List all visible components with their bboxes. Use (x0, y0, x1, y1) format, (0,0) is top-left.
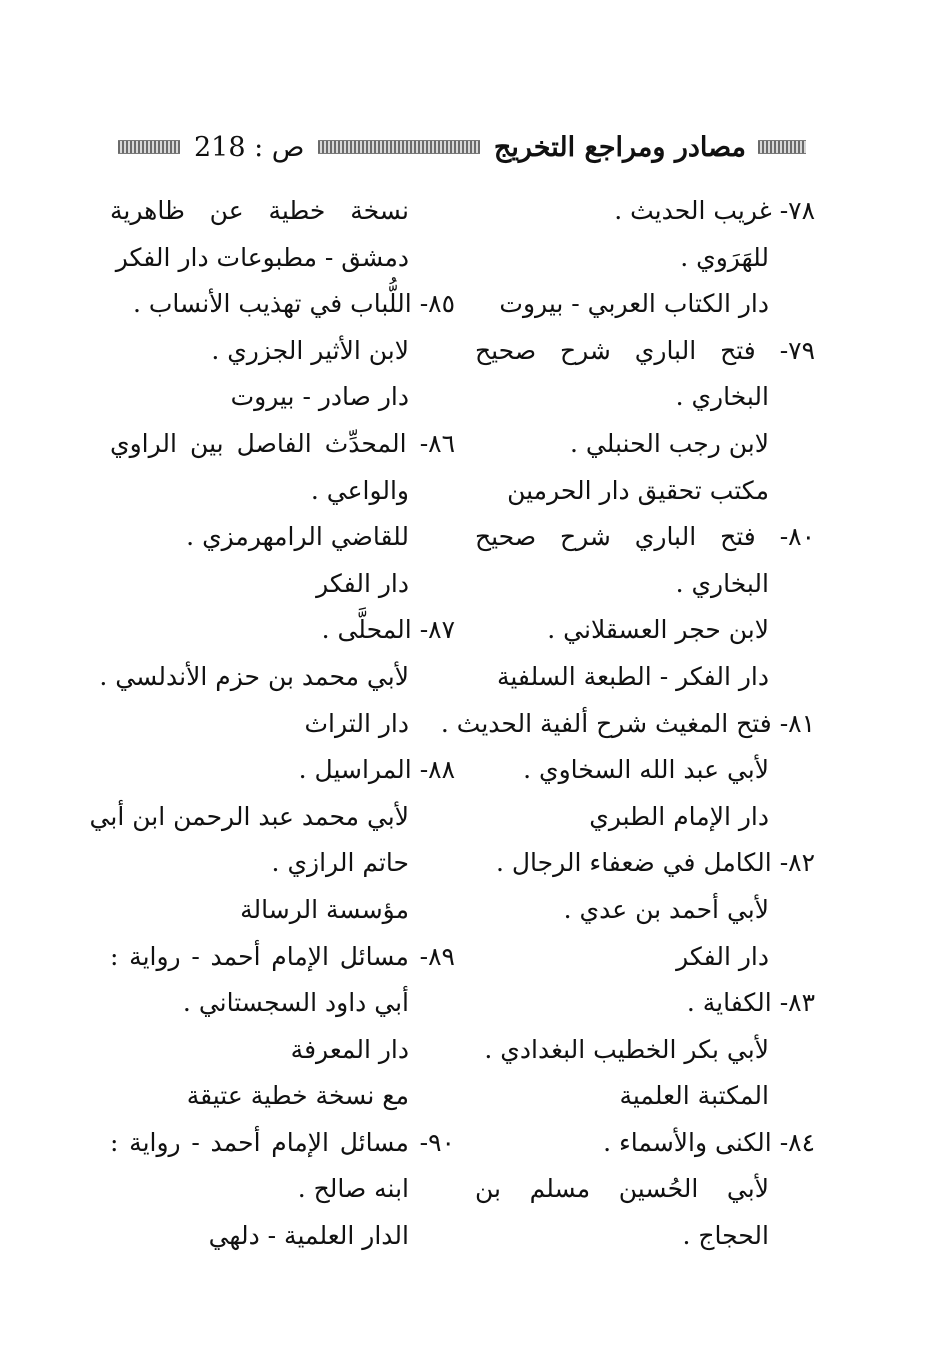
entry-number: ٧٨- (779, 196, 815, 225)
bibliography-detail-line (110, 887, 455, 934)
entry-detail: لأبي عبد الله السخاوي . (523, 755, 769, 785)
entry-detail: المكتبة العلمية (619, 1081, 769, 1111)
bibliography-detail-line (475, 374, 815, 421)
entry-title: فتح الباري شرح صحيح (475, 522, 756, 552)
entry-detail: الدار العلمية - دلهي (208, 1221, 409, 1251)
entry-detail: لابن رجب الحنبلي . (569, 428, 769, 458)
bibliography-detail-line (110, 701, 455, 748)
entry-detail: مؤسسة الرسالة (240, 894, 409, 924)
entry-detail: دار صادر - بيروت (230, 382, 409, 412)
bibliography-entry (475, 980, 815, 1027)
entry-title: مسائل الإمام أحمد - رواية : (110, 941, 409, 971)
entry-detail: البخاري . (675, 382, 769, 412)
entry-detail: دمشق - مطبوعات دار الفكر (115, 242, 409, 272)
entry-title: فتح المغيث شرح ألفية الحديث . (440, 708, 772, 738)
bibliography-detail-line (475, 654, 815, 701)
entry-number: ٨٢- (779, 848, 815, 878)
entry-detail: البخاري . (675, 568, 769, 598)
bibliography-column-left (89, 188, 455, 1260)
bibliography-detail-line (475, 421, 815, 468)
bibliography-entry (110, 421, 455, 468)
entry-title: فتح الباري شرح صحيح (475, 335, 756, 365)
bibliography-entry (475, 328, 815, 375)
entry-detail: لأبي محمد بن حزم الأندلسي . (99, 661, 409, 691)
bibliography-entry (110, 1120, 455, 1167)
bibliography-detail-line (475, 887, 815, 934)
entry-detail: ابنه صالح . (297, 1174, 409, 1204)
entry-detail: دار الفكر (316, 568, 409, 598)
entry-number: ٨٩- (419, 941, 455, 971)
entry-detail: أبي داود السجستاني . (182, 988, 409, 1018)
entry-title: الكنى والأسماء . (603, 1127, 772, 1157)
entry-detail: لأبي محمد عبد الرحمن ابن أبي (89, 801, 409, 831)
bibliography-detail-line (475, 607, 815, 654)
bibliography-detail-line (110, 561, 455, 608)
bibliography-detail-line (475, 934, 815, 981)
bibliography-detail-line (110, 980, 455, 1027)
entry-number: ٨٧- (419, 615, 455, 645)
bibliography-entry (475, 1120, 815, 1167)
entry-detail: مع نسخة خطية عتيقة (186, 1081, 409, 1111)
entry-detail: للهَرَوي . (680, 242, 769, 272)
bibliography-detail-line (89, 794, 455, 841)
bibliography-entry (110, 281, 455, 328)
header-title: مصادر ومراجع التخريج (493, 131, 746, 163)
bibliography-entry (475, 514, 815, 561)
entry-number: ٨٤- (779, 1127, 815, 1157)
bibliography-detail-line (475, 1166, 815, 1213)
bibliography-detail-line (110, 235, 455, 282)
entry-title: مسائل الإمام أحمد - رواية : (110, 1127, 409, 1157)
bibliography-detail-line (475, 235, 815, 282)
entry-detail: حاتم الرازي . (271, 848, 409, 878)
bibliography-entry (110, 747, 455, 794)
header-ornament-right (758, 140, 806, 154)
bibliography-detail-line (110, 188, 455, 235)
entry-number: ٨٨- (419, 755, 455, 785)
bibliography-detail-line (99, 654, 455, 701)
entry-detail: لابن الأثير الجزري . (211, 335, 409, 365)
entry-number: ٩٠- (419, 1127, 455, 1157)
entry-number: ٨٠- (779, 522, 816, 552)
bibliography-detail-line (110, 468, 455, 515)
entry-number: ٨١- (779, 708, 815, 738)
entry-detail: دار الفكر - الطبعة السلفية (496, 661, 769, 691)
entry-number: ٨٥- (419, 289, 455, 319)
entry-detail: نسخة خطية عن ظاهرية (110, 196, 409, 225)
bibliography-detail-line (475, 1027, 815, 1074)
entry-detail: لأبي الحُسين مسلم بن (475, 1174, 769, 1204)
entry-title: المحدِّث الفاصل بين الراوي (110, 428, 407, 458)
entry-detail: لأبي أحمد بن عدي . (563, 894, 769, 924)
entry-detail: الحجاج . (682, 1221, 769, 1251)
entry-title: اللُّباب في تهذيب الأنساب . (132, 289, 412, 319)
bibliography-detail-line (110, 514, 455, 561)
bibliography-entry (440, 701, 815, 748)
running-header (118, 124, 806, 170)
entry-detail: لابن حجر العسقلاني . (547, 615, 769, 645)
page-number: ص : 218 (194, 131, 305, 163)
bibliography-detail-line (110, 840, 455, 887)
entry-title: غريب الحديث . (614, 196, 772, 225)
entry-detail: مكتب تحقيق دار الحرمين (507, 475, 769, 505)
bibliography-detail-line (110, 328, 455, 375)
bibliography-detail-line (110, 1073, 455, 1120)
bibliography-detail-line (110, 1027, 455, 1074)
bibliography-detail-line (110, 1213, 455, 1260)
bibliography-entry (475, 840, 815, 887)
bibliography-detail-line (475, 747, 815, 794)
entry-detail: لأبي بكر الخطيب البغدادي . (484, 1034, 769, 1064)
bibliography-detail-line (475, 794, 815, 841)
entry-title: المراسيل . (298, 755, 412, 785)
entry-detail: دار الإمام الطبري (589, 801, 769, 831)
entry-number: ٨٦- (419, 428, 455, 458)
bibliography-detail-line (110, 374, 455, 421)
bibliography-entry (475, 188, 815, 235)
entry-detail: دار المعرفة (290, 1034, 409, 1064)
entry-detail: للقاضي الرامهرمزي . (186, 522, 409, 552)
bibliography-detail-line (475, 468, 815, 515)
bibliography-entry (110, 607, 455, 654)
bibliography-detail-line (475, 561, 815, 608)
entry-title: الكامل في ضعفاء الرجال . (496, 848, 772, 878)
header-ornament-left (118, 140, 180, 154)
bibliography-detail-line (110, 1166, 455, 1213)
entry-number: ٨٣- (779, 988, 815, 1018)
entry-number: ٧٩- (779, 335, 816, 365)
bibliography-detail-line (475, 1213, 815, 1260)
bibliography-entry (110, 934, 455, 981)
entry-detail: دار الفكر (676, 941, 769, 971)
entry-detail: دار التراث (304, 708, 409, 738)
entry-detail: والواعي . (310, 475, 409, 505)
entry-detail: دار الكتاب العربي - بيروت (499, 289, 769, 319)
bibliography-detail-line (475, 281, 815, 328)
header-ornament-middle (318, 140, 479, 154)
bibliography-detail-line (475, 1073, 815, 1120)
entry-title: المحلَّى . (321, 615, 412, 645)
entry-title: الكفاية . (686, 988, 772, 1018)
bibliography-column-right (440, 188, 816, 1260)
